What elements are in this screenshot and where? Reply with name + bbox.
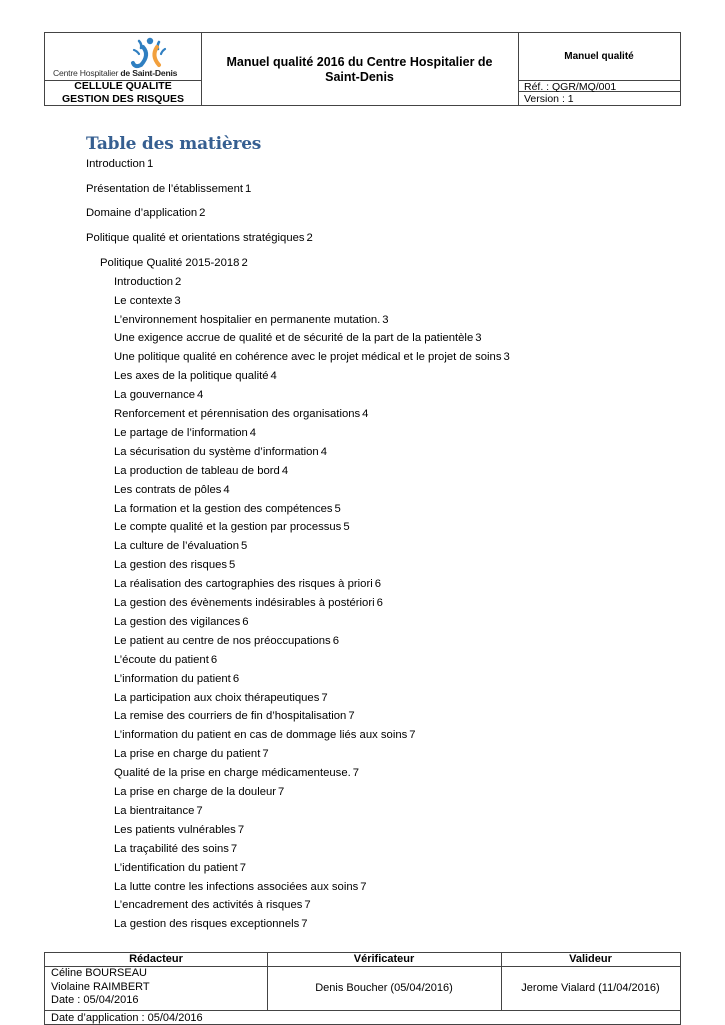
toc-entry-label: Présentation de l’établissement xyxy=(86,182,243,195)
toc-entry-label: L’écoute du patient xyxy=(114,653,209,666)
approval-header-row xyxy=(45,953,680,967)
toc-entry-page: 3 xyxy=(503,351,510,364)
toc-entry-page: 7 xyxy=(348,710,355,723)
toc-entry-label: Le compte qualité et la gestion par processus xyxy=(114,521,342,534)
toc-entry-page: 7 xyxy=(321,691,328,704)
document-version: Version : 1 xyxy=(524,93,574,105)
document-title: Manuel qualité 2016 du Centre Hospitalier de Saint-Denis xyxy=(226,55,493,84)
toc-entry-label: Le patient au centre de nos préoccupations xyxy=(114,634,331,647)
col-valideur: Valideur xyxy=(569,953,612,965)
header-title-cell xyxy=(201,33,519,105)
verificateur-cell: Denis Boucher (05/04/2016) xyxy=(315,982,453,994)
header-meta-cell xyxy=(518,33,680,105)
toc-entry-label: Introduction xyxy=(86,158,146,170)
toc-entry-page: 6 xyxy=(376,597,383,609)
toc-entry-label: Le contexte xyxy=(114,294,173,307)
valideur-cell: Jerome Vialard (11/04/2016) xyxy=(521,982,660,994)
logo-text: Centre Hospitalier de Saint-Denis xyxy=(53,68,178,78)
toc-entry-label: Introduction xyxy=(114,275,174,288)
toc-entry-label: Qualité de la prise en charge médicamenteuse. xyxy=(114,767,351,780)
toc-entry-label: La participation aux choix thérapeutiques xyxy=(114,691,320,704)
toc-entry-page: 7 xyxy=(304,899,311,912)
toc-entry-page: 4 xyxy=(362,408,369,420)
toc-entry-label: La gestion des vigilances xyxy=(114,615,241,628)
toc-entry-page: 2 xyxy=(306,232,313,245)
toc-entry-page: 7 xyxy=(239,861,247,874)
redacteur-name: Violaine RAIMBERT xyxy=(51,980,150,993)
toc-entry-page: 5 xyxy=(240,540,248,553)
toc-entry-page: 7 xyxy=(262,748,269,761)
toc-entry-page: 7 xyxy=(230,842,238,855)
toc-entry-label: La prise en charge de la douleur xyxy=(114,786,277,798)
toc-entry-label: Politique qualité et orientations stratégiques xyxy=(86,232,305,245)
toc-entry-page: 1 xyxy=(245,182,252,195)
col-redacteur: Rédacteur xyxy=(129,953,183,965)
toc-entry-label: L’information du patient en cas de dommage liés aux soins xyxy=(114,729,408,742)
toc-entry-label: La prise en charge du patient xyxy=(114,748,261,761)
toc-entry-label: La formation et la gestion des compétences xyxy=(114,502,333,515)
toc-entry-page: 4 xyxy=(320,445,327,458)
toc-entry-page: 2 xyxy=(199,207,206,220)
toc-entry-page: 3 xyxy=(475,332,482,345)
toc-entry-page: 5 xyxy=(229,559,236,572)
toc-entry-page: 7 xyxy=(237,823,245,836)
toc-entry-page: 4 xyxy=(223,483,230,496)
toc-entry-label: Domaine d’application xyxy=(86,207,198,220)
approval-table xyxy=(44,952,681,1025)
toc-entry-page: 3 xyxy=(174,294,181,307)
toc-entry-label: Politique Qualité 2015-2018 xyxy=(100,256,240,269)
toc-heading: Table des matières xyxy=(86,134,262,154)
toc-entry-page: 5 xyxy=(334,502,341,515)
redacteur-cell xyxy=(51,967,150,1008)
toc-entry-page: 7 xyxy=(196,804,203,817)
toc-entry-page: 6 xyxy=(242,615,249,628)
redacteur-name: Céline BOURSEAU xyxy=(51,967,147,979)
toc-entry-label: Une politique qualité en cohérence avec le projet médical et le projet de soins xyxy=(114,351,502,364)
toc-entry-page: 6 xyxy=(332,634,339,647)
toc-entry-label: L’environnement hospitalier en permanente mutation. xyxy=(114,313,381,326)
redacteur-date: Date : 05/04/2016 xyxy=(51,994,139,1006)
toc-entry-label: La lutte contre les infections associées aux soins xyxy=(114,880,359,893)
toc-entry-label: L’identification du patient xyxy=(114,861,238,874)
toc-entry-page: 4 xyxy=(270,370,277,383)
toc-entry-label: La gouvernance xyxy=(114,389,196,402)
toc-entry-page: 6 xyxy=(232,672,240,685)
toc-entry-page: 4 xyxy=(281,464,289,477)
toc-entry-label: Les contrats de pôles xyxy=(114,483,222,496)
toc-entry-label: La réalisation des cartographies des risques à priori xyxy=(114,578,373,591)
toc-entry-label: La culture de l’évaluation xyxy=(114,540,239,553)
toc-entry-page: 7 xyxy=(409,729,416,742)
header-logo-cell xyxy=(45,33,202,105)
document-header xyxy=(44,32,681,106)
toc-entry-label: La gestion des risques exceptionnels xyxy=(114,918,300,931)
toc-entry-label: L’information du patient xyxy=(114,672,231,685)
toc-entry-page: 7 xyxy=(352,767,360,780)
toc-entry-label: L’encadrement des activités à risques xyxy=(114,899,303,912)
toc-entry-label: La traçabilité des soins xyxy=(114,842,229,855)
toc-entry-page: 4 xyxy=(197,389,204,402)
toc-entry-page: 6 xyxy=(210,653,218,666)
toc-entry-label: Renforcement et pérennisation des organisations xyxy=(114,408,361,420)
toc-entry-label: La sécurisation du système d’information xyxy=(114,445,319,458)
logo xyxy=(45,33,201,81)
document-reference: Réf. : QGR/MQ/001 xyxy=(518,80,680,92)
toc-entry-page: 5 xyxy=(343,521,350,534)
toc-entry-page: 4 xyxy=(249,426,257,439)
toc-entry-label: Les patients vulnérables xyxy=(114,823,236,836)
toc-entry-label: Le partage de l’information xyxy=(114,426,248,439)
toc-entry-page: 1 xyxy=(147,158,154,170)
toc-entry-page: 2 xyxy=(175,275,182,288)
toc-entry-label: La production de tableau de bord xyxy=(114,464,280,477)
toc-entry-page: 2 xyxy=(241,256,248,269)
toc-entry-label: La bientraitance xyxy=(114,804,195,817)
toc-entry-label: La remise des courriers de fin d’hospitalisation xyxy=(114,710,347,723)
department-label: CELLULE QUALITE GESTION DES RISQUES xyxy=(62,80,184,105)
toc-entry-label: Une exigence accrue de qualité et de sécurité de la part de la patientèle xyxy=(114,332,474,345)
toc-entry-page: 7 xyxy=(360,880,367,893)
toc-entry-page: 7 xyxy=(301,918,308,931)
toc-entry-page: 7 xyxy=(278,786,285,798)
toc-entry-label: La gestion des évènements indésirables à postériori xyxy=(114,597,375,609)
col-verificateur: Vérificateur xyxy=(353,953,415,965)
toc-entry-label: Les axes de la politique qualité xyxy=(114,370,269,383)
document-type: Manuel qualité xyxy=(564,51,634,62)
application-date: Date d’application : 05/04/2016 xyxy=(45,1010,680,1024)
toc-entry-page: 3 xyxy=(382,313,389,326)
toc-entry-label: La gestion des risques xyxy=(114,559,228,572)
toc-entry-page: 6 xyxy=(374,578,382,591)
